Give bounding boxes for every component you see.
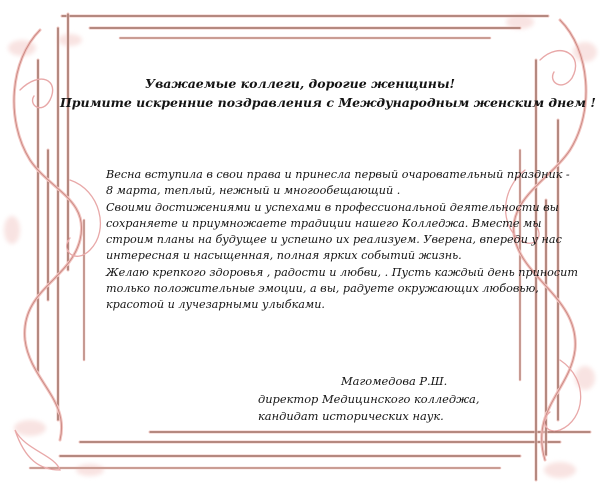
body-line: строим планы на будущее и успешно их реализуем. Уверена, впереди у нас bbox=[106, 233, 562, 247]
greeting-line-2: Примите искренние поздравления с Международным женским днем ! bbox=[60, 95, 596, 110]
body-line: 8 марта, теплый, нежный и многообещающий . bbox=[106, 184, 401, 198]
greeting-header bbox=[60, 74, 596, 112]
greeting-line-1: Уважаемые коллеги, дорогие женщины! bbox=[144, 76, 456, 91]
body-line: Своими достижениями и успехами в профессиональной деятельности вы bbox=[106, 200, 559, 214]
letter-body bbox=[106, 167, 578, 314]
body-line: Весна вступила в свои права и принесла первый очаровательный праздник - bbox=[106, 168, 570, 181]
signature-degree: кандидат исторических наук. bbox=[258, 409, 444, 423]
signature-role: директор Медицинского колледжа, bbox=[258, 392, 480, 406]
body-line: сохраняете и приумножаете традиции нашего Колледжа. Вместе мы bbox=[106, 216, 542, 230]
signature-name: Магомедова Р.Ш. bbox=[341, 374, 448, 388]
body-line: Желаю крепкого здоровья , радости и любви, . Пусть каждый день приносит bbox=[106, 265, 578, 279]
body-line: красотой и лучезарными улыбками. bbox=[106, 298, 325, 312]
body-line: только положительные эмоции, а вы, радуете окружающих любовью, bbox=[106, 282, 539, 296]
bottom-bars bbox=[30, 432, 590, 468]
body-line: интересная и насыщенная, полная ярких событий жизнь. bbox=[106, 249, 462, 263]
top-bars bbox=[62, 16, 548, 38]
